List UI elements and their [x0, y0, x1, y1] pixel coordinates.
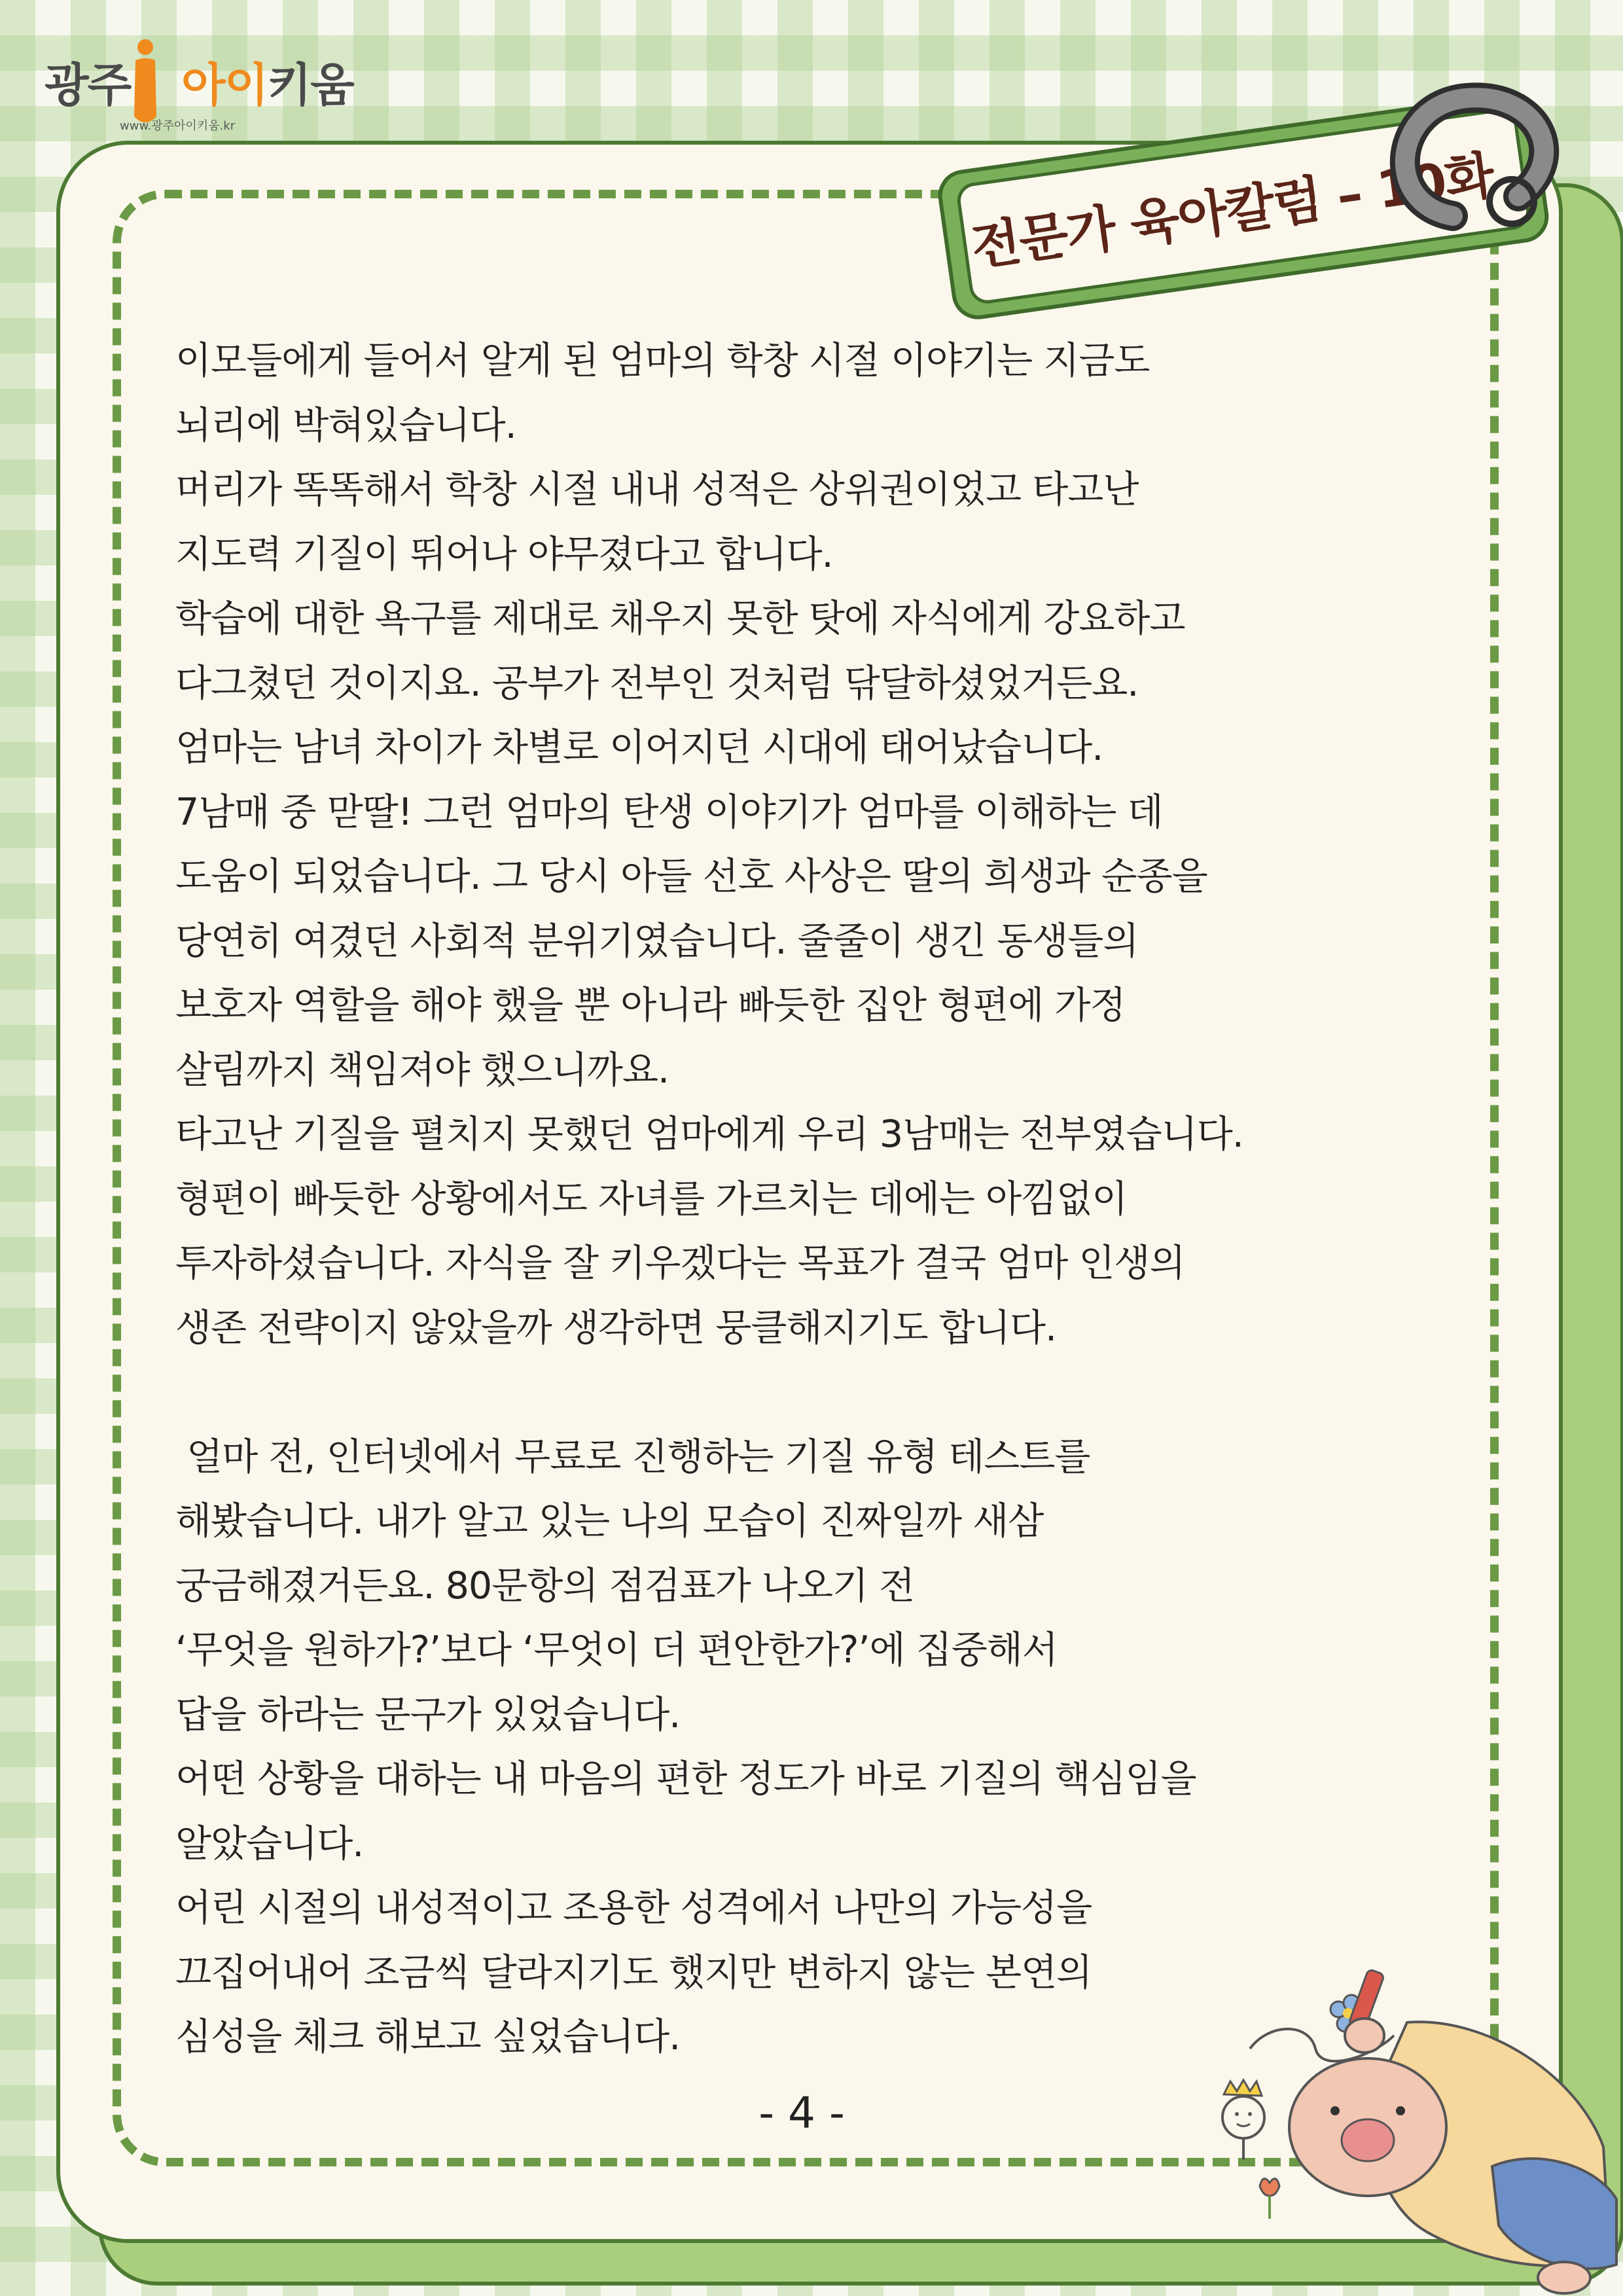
text-line: 이모들에게 들어서 알게 된 엄마의 학창 시절 이야기는 지금도 [175, 339, 1150, 382]
hook-icon [1355, 46, 1577, 262]
text-line: 학습에 대한 욕구를 제대로 채우지 못한 탓에 자식에게 강요하고 [175, 597, 1185, 640]
text-line: 얼마 전, 인터넷에서 무료로 진행하는 기질 유형 테스트를 [175, 1435, 1090, 1479]
text-line: 심성을 체크 해보고 싶었습니다. [175, 2015, 681, 2058]
text-line: 도움이 되었습니다. 그 당시 아들 선호 사상은 딸의 희생과 순종을 [175, 855, 1207, 898]
logo-word-ai: 아이 [181, 58, 268, 112]
logo [45, 18, 352, 136]
text-line: 보호자 역할을 해야 했을 뿐 아니라 빠듯한 집안 형편에 가정 [175, 984, 1126, 1027]
tulip-doodle-icon [1260, 2179, 1279, 2219]
text-line: 7남매 중 맏딸! 그런 엄마의 탄생 이야기가 엄마를 이해하는 데 [175, 790, 1163, 834]
text-line: 어떤 상황을 대하는 내 마음의 편한 정도가 바로 기질의 핵심임을 [175, 1757, 1196, 1801]
text-line: 알았습니다. [175, 1821, 364, 1865]
text-line: 형편이 빠듯한 상황에서도 자녀를 가르치는 데에는 아낌없이 [175, 1177, 1128, 1221]
logo-url: www.광주아이키움.kr [120, 119, 236, 133]
text-line: 지도력 기질이 뛰어나 야무졌다고 합니다. [175, 532, 833, 576]
logo-text [45, 48, 353, 115]
baby-drawing-illustration [1211, 1950, 1623, 2296]
text-line: 답을 하라는 문구가 있었습니다. [175, 1693, 681, 1736]
text-line: 살림까지 책임져야 했으니까요. [175, 1048, 669, 1092]
text-line: 엄마는 남녀 차이가 차별로 이어지던 시대에 태어났습니다. [175, 726, 1103, 769]
text-line: 투자하셨습니다. 자식을 잘 키우겠다는 목표가 결국 엄마 인생의 [175, 1242, 1185, 1285]
page-number: - 4 - [758, 2088, 845, 2138]
text-line: 타고난 기질을 펼치지 못했던 엄마에게 우리 3남매는 전부였습니다. [175, 1113, 1243, 1156]
text-line: 끄집어내어 조금씩 달라지기도 했지만 변하지 않는 본연의 [175, 1950, 1092, 1994]
text-line: ‘무엇을 원하가?’보다 ‘무엇이 더 편안한가?’에 집중해서 [175, 1628, 1058, 1672]
text-line: 생존 전략이지 않았을까 생각하면 뭉클해지기도 합니다. [175, 1306, 1057, 1350]
text-line: 뇌리에 박혀있습니다. [175, 403, 516, 447]
stick-figure-doodle-icon [1222, 2080, 1264, 2160]
logo-word-kium: 키움 [267, 58, 353, 112]
logo-word-gwangju: 광주 [45, 58, 131, 112]
column-title: 전문가 육아칼럼 – 10화 [967, 145, 1497, 278]
column-body [175, 329, 1458, 2070]
text-line: 다그쳤던 것이지요. 공부가 전부인 것처럼 닦달하셨었거든요. [175, 661, 1139, 705]
text-line: 궁금해졌거든요. 80문항의 점검표가 나오기 전 [175, 1564, 915, 1607]
text-line: 해봤습니다. 내가 알고 있는 나의 모습이 진짜일까 새삼 [175, 1499, 1044, 1543]
text-line: 당연히 여겼던 사회적 분위기였습니다. 줄줄이 생긴 동생들의 [175, 919, 1139, 963]
text-line: 머리가 똑똑해서 학창 시절 내내 성적은 상위권이었고 타고난 [175, 468, 1139, 511]
text-line: 어린 시절의 내성적이고 조용한 성격에서 나만의 가능성을 [175, 1886, 1092, 1929]
paragraph-gap [175, 1360, 1458, 1425]
